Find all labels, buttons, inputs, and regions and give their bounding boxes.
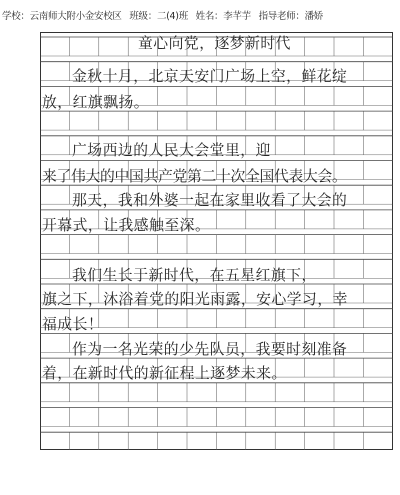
essay-line-3: 广场西边的人民大会堂里，迎 — [72, 142, 271, 159]
student-info-header — [2, 2, 398, 32]
essay-line-10: 作为一名光荣的少先队员，我要时刻准备 — [72, 341, 348, 358]
essay-line-1: 金秋十月，北京天安门广场上空，鲜花绽 — [72, 68, 348, 85]
essay-title: 童心向党，逐梦新时代 — [138, 35, 291, 52]
class-label: 班级：二(4)班 — [129, 11, 188, 22]
essay-line-9: 福成长！ — [42, 316, 104, 333]
essay-line-11: 着，在新时代的新征程上逐梦未来。 — [42, 365, 287, 382]
essay-line-8: 旗之下，沐浴着党的阳光雨露，安心学习，幸 — [42, 291, 348, 308]
school-label: 学校：云南师大附小金安校区 — [2, 11, 122, 22]
essay-line-6: 开幕式，让我感触至深。 — [42, 217, 211, 234]
essay-paper — [40, 32, 393, 450]
essay-line-4: 来了伟大的中国共产党第二十次全国代表大会。 — [42, 168, 347, 185]
essay-line-2: 放，红旗飘扬。 — [42, 94, 150, 111]
essay-line-7: 我们生长于新时代，在五星红旗下， — [72, 267, 317, 284]
essay-line-5: 那天，我和外婆一起在家里收看了大会的 — [72, 192, 348, 209]
student-name-label: 姓名：李芊芋 — [195, 11, 251, 22]
teacher-label: 指导老师：潘娇 — [258, 11, 323, 22]
